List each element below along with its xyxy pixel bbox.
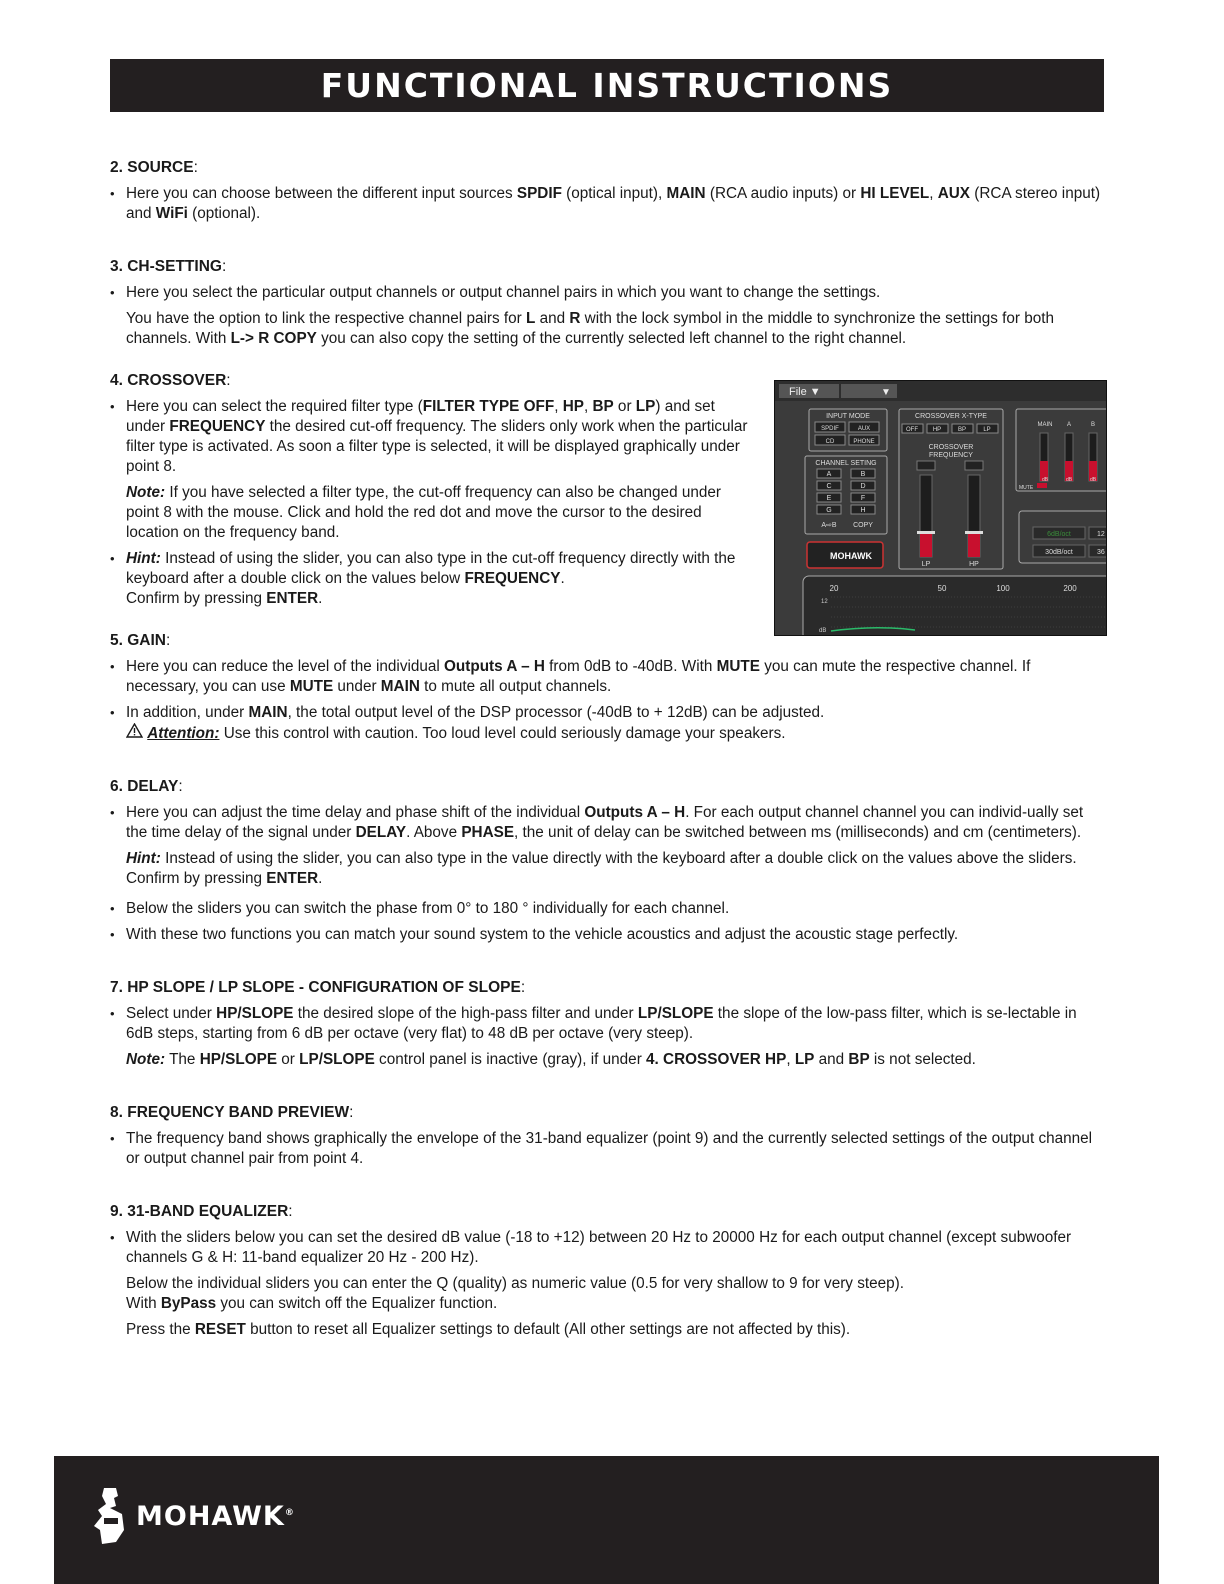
page-footer [54, 1456, 1159, 1584]
svg-text:C: C [826, 483, 832, 490]
section-equalizer [110, 1202, 1106, 1340]
svg-text:20: 20 [829, 584, 839, 593]
section-source [110, 158, 1106, 224]
channel-a-button[interactable] [817, 469, 841, 478]
svg-text:B: B [1090, 422, 1096, 428]
svg-text:HP: HP [932, 427, 942, 433]
svg-text:File ▼: File ▼ [789, 386, 821, 398]
paragraph: You have the option to link the respective channel pairs for L and R with the lock symbol in the middle to synchronize the settings for both channels. With L-> R COPY you can also copy the setting of the currently selected left channel to the right channel. [126, 310, 1055, 347]
svg-text:dB: dB [1089, 477, 1097, 483]
bullet-item: • The frequency band shows graphically the envelope of the 31-band equalizer (point 9) and the currently selected settings of the output channel or output channel pair from point 4. [110, 1129, 1106, 1169]
svg-text:LP: LP [921, 561, 931, 568]
bullet-item: • Below the sliders you can switch the phase from 0° to 180 ° individually for each channel. [110, 899, 1106, 919]
mohawk-logo-badge [807, 542, 883, 568]
svg-text:BP: BP [957, 427, 967, 433]
svg-text:H: H [860, 507, 866, 514]
svg-text:200: 200 [1063, 584, 1077, 593]
svg-text:LP: LP [983, 427, 991, 433]
svg-text:PHONE: PHONE [853, 439, 875, 445]
channel-d-button[interactable] [851, 481, 875, 490]
note-paragraph: Note: The HP/SLOPE or LP/SLOPE control panel is inactive (gray), if under 4. CROSSOVER HP, LP and BP is not selected. [126, 1051, 976, 1068]
filter-lp-button[interactable] [977, 424, 998, 433]
channel-h-button[interactable] [851, 505, 875, 514]
paragraph: Below the individual sliders you can enter the Q (quality) as numeric value (0.5 for very shallow to 9 for very steep). [126, 1275, 904, 1292]
mohawk-head-icon [88, 1486, 132, 1546]
section-title: 8. FREQUENCY BAND PREVIEW: [110, 1104, 354, 1121]
paragraph: With ByPass you can switch off the Equalizer function. [126, 1295, 498, 1312]
svg-text:COPY: COPY [853, 522, 873, 529]
svg-text:dB: dB [1041, 477, 1049, 483]
page-title: FUNCTIONAL INSTRUCTIONS [320, 66, 894, 105]
note-paragraph: Note: If you have selected a filter type, the cut-off frequency can also be changed under point 8 with the mouse. Click and hold the red dot and move the cursor to the desired location on the frequency band. [126, 484, 721, 541]
svg-text:F: F [860, 495, 866, 502]
section-title: 2. SOURCE: [110, 159, 198, 176]
section-frequency-band [110, 1103, 1106, 1169]
section-delay [110, 777, 1106, 945]
svg-text:12: 12 [1097, 531, 1105, 538]
channel-e-button[interactable] [817, 493, 841, 502]
svg-text:dB: dB [819, 628, 827, 634]
aux-button[interactable] [849, 422, 879, 432]
section-gain [110, 631, 1106, 744]
hp-frequency-slider[interactable] [965, 475, 983, 557]
svg-text:30dB/oct: 30dB/oct [1045, 549, 1073, 556]
section-title: 7. HP SLOPE / LP SLOPE - CONFIGURATION OF SLOPE: [110, 979, 526, 996]
svg-text:100: 100 [996, 584, 1010, 593]
svg-text:CROSSOVER X-TYPE: CROSSOVER X-TYPE [915, 413, 987, 420]
svg-text:AUX: AUX [857, 426, 871, 432]
svg-text:12: 12 [821, 599, 828, 605]
attention-paragraph: Attention: Use this control with caution. Too loud level could seriously damage your speakers. [110, 723, 1106, 744]
paragraph: Press the RESET button to reset all Equalizer settings to default (All other settings are not affected by this). [126, 1321, 851, 1338]
filter-off-button[interactable] [902, 424, 923, 433]
slope-30db-button[interactable] [1033, 545, 1085, 557]
hp-frequency-value[interactable] [965, 461, 983, 470]
svg-text:A: A [826, 471, 832, 478]
channel-f-button[interactable] [851, 493, 875, 502]
instructions-content [110, 158, 1106, 1346]
filter-bp-button[interactable] [952, 424, 973, 433]
main-gain-slider[interactable] [1040, 433, 1048, 481]
output-b-gain-slider[interactable] [1089, 433, 1097, 481]
section-title: 6. DELAY: [110, 778, 183, 795]
svg-text:FREQUENCY: FREQUENCY [929, 452, 973, 459]
footer-brand: MOHAWK® [136, 1500, 295, 1532]
section-title: 9. 31-BAND EQUALIZER: [110, 1203, 293, 1220]
svg-text:36: 36 [1097, 549, 1105, 556]
bullet-item: • Here you can reduce the level of the individual Outputs A – H from 0dB to -40dB. With MUTE you can mute the respective channel. If necessary, you can use MUTE under MAIN to mute all output channels. [110, 657, 1106, 697]
bullet-item: • Here you can select the required filter type (FILTER TYPE OFF, HP, BP or LP) and set under FREQUENCY the desired cut-off frequency. The sliders only work when the particular filter type is activated. As soon a filter type is selected, it will be displayed graphically under point 8. [110, 397, 750, 477]
channel-c-button[interactable] [817, 481, 841, 490]
section-title: 5. GAIN: [110, 632, 171, 649]
svg-text:dB: dB [1065, 477, 1073, 483]
paragraph: Confirm by pressing ENTER. [126, 590, 323, 607]
bullet-item: • Select under HP/SLOPE the desired slope of the high-pass filter and under LP/SLOPE the slope of the low-pass filter, which is se-lectable in 6dB steps, starting from 6 dB per octave (very flat) to 48 dB per octave (very steep). [110, 1004, 1106, 1044]
channel-g-button[interactable] [817, 505, 841, 514]
bullet-item: • In addition, under MAIN, the total output level of the DSP processor (-40dB to + 12dB) can be adjusted. [110, 703, 1106, 723]
frequency-band-preview[interactable] [803, 576, 1106, 635]
channel-b-button[interactable] [851, 469, 875, 478]
lp-frequency-slider[interactable] [917, 475, 935, 557]
svg-text:E: E [826, 495, 832, 502]
svg-text:INPUT MODE: INPUT MODE [826, 413, 870, 420]
svg-text:G: G [826, 507, 832, 514]
bullet-item: • Here you select the particular output channels or output channel pairs in which you want to change the settings. [110, 283, 1106, 303]
svg-text:CROSSOVER: CROSSOVER [928, 444, 974, 451]
copy-ab-label: A⇨B [821, 522, 837, 529]
lp-frequency-value[interactable] [917, 461, 935, 470]
copy-button[interactable] [853, 522, 873, 529]
bullet-item: • With the sliders below you can set the desired dB value (-18 to +12) between 20 Hz to 20000 Hz for each output channel (except subwoofer channels G & H: 11-band equalizer 20 Hz - 200 Hz). [110, 1228, 1106, 1268]
section-title: 3. CH-SETTING: [110, 258, 227, 275]
svg-text:MUTE: MUTE [1019, 485, 1034, 491]
section-title: 4. CROSSOVER: [110, 372, 231, 389]
preset-dropdown[interactable] [841, 384, 897, 398]
slope-36db-button[interactable] [1089, 545, 1106, 557]
slope-12db-button[interactable] [1089, 527, 1106, 539]
footer-logo [88, 1486, 295, 1546]
section-slope [110, 978, 1106, 1070]
svg-text:A: A [1066, 422, 1072, 428]
svg-text:50: 50 [937, 584, 947, 593]
svg-text:OFF: OFF [906, 427, 918, 433]
svg-text:HP: HP [969, 561, 979, 568]
svg-text:▼: ▼ [881, 387, 891, 398]
svg-text:B: B [860, 471, 866, 478]
page-header [110, 59, 1104, 112]
mute-button[interactable] [1037, 483, 1047, 488]
filter-hp-button[interactable] [927, 424, 948, 433]
svg-text:D: D [860, 483, 866, 490]
bullet-item: • With these two functions you can match your sound system to the vehicle acoustics and adjust the acoustic stage perfectly. [110, 925, 1106, 945]
svg-text:6dB/oct: 6dB/oct [1047, 531, 1071, 538]
cd-button[interactable] [815, 435, 845, 445]
hint-paragraph: Hint: Instead of using the slider, you can also type in the value directly with the keyboard after a double click on the values above the sliders. Confirm by pressing ENTER. [126, 850, 1077, 887]
hint-bullet: • Hint: Instead of using the slider, you can also type in the cut-off frequency directly with the keyboard after a double click on the values below FREQUENCY. [110, 549, 750, 589]
section-ch-setting [110, 257, 1106, 349]
output-a-gain-slider[interactable] [1065, 433, 1073, 481]
svg-text:CD: CD [825, 439, 835, 445]
slope-6db-button[interactable] [1033, 527, 1085, 539]
svg-text:MAIN: MAIN [1037, 422, 1053, 428]
phone-button[interactable] [849, 435, 879, 445]
file-menu[interactable] [779, 384, 839, 398]
bullet-item: • Here you can choose between the different input sources SPDIF (optical input), MAIN (RCA audio inputs) or HI LEVEL, AUX (RCA stereo input) and WiFi (optional). [110, 184, 1106, 224]
svg-text:MOHAWK: MOHAWK [830, 551, 872, 561]
warning-icon [126, 723, 143, 738]
svg-text:SPDIF: SPDIF [821, 426, 839, 432]
svg-text:CHANNEL SETING: CHANNEL SETING [815, 460, 877, 467]
dsp-software-screenshot [774, 380, 1107, 636]
spdif-button[interactable] [815, 422, 845, 432]
bullet-item: • Here you can adjust the time delay and phase shift of the individual Outputs A – H. For each output channel channel you can individ-ually set the time delay of the signal under DELAY. Above PHASE, the unit of delay can be switched between ms (milliseconds) and cm (centimeters). [110, 803, 1106, 843]
